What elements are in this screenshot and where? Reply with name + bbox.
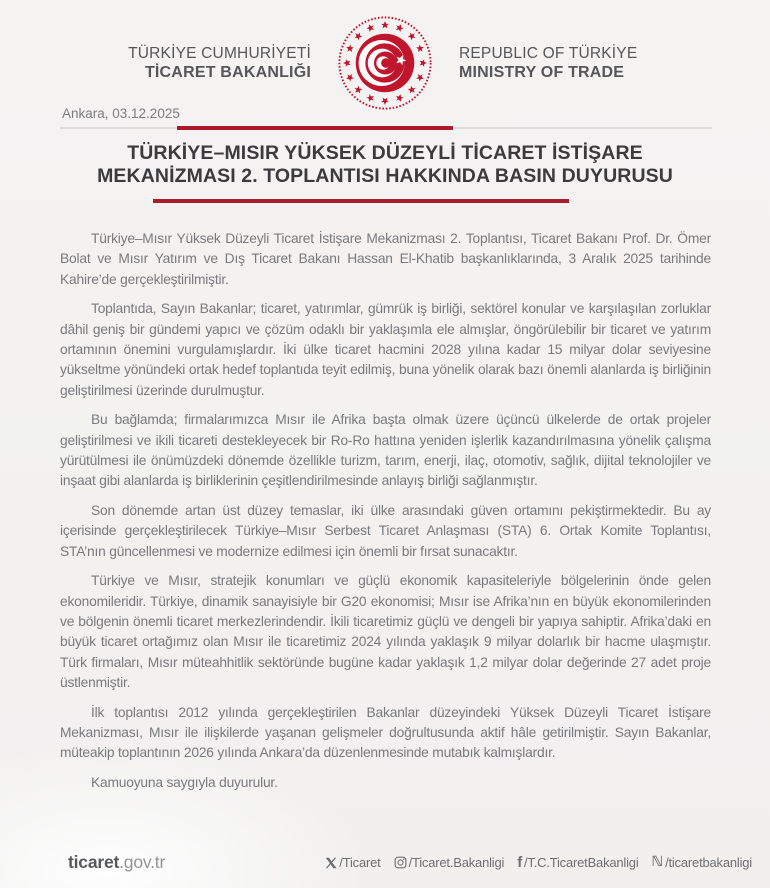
nsosyal-icon: ℕ	[651, 854, 664, 870]
social-link-x[interactable]	[325, 855, 380, 870]
body-paragraph: Son dönemde artan üst düzey temaslar, iki ülke arasındaki güven ortamını pekiştirmektedir. Bu ay içerisinde gerçekleştirilecek Türkiye–Mısır Serbest Ticaret Anlaşması (STA) 6. Ortak Komite Toplantısı, STA’nın güncellenmesi ve modernize edilmesi için önemli bir fırsat sunacaktır.	[60, 502, 711, 559]
press-release-title: TÜRKİYE–MISIR YÜKSEK DÜZEYLİ TİCARET İSTİŞARE MEKANİZMASI 2. TOPLANTISI HAKKINDA BASIN DUYURUSU	[97, 142, 673, 187]
instagram-icon	[394, 856, 407, 869]
website-rest-part: .gov.tr	[119, 852, 166, 872]
body-paragraph: Toplantıda, Sayın Bakanlar; ticaret, yatırımlar, gümrük iş birliği, sektörel konular ve karşılaşılan zorluklar dâhil geniş bir gündemi yapıcı ve çözüm odaklı bir yaklaşımla ele almışlar, öngörülebilir bir ticaret ve yatırım ortamının önemini vurgulamışlardır. İki ülke ticaret hacmini 2028 yılına kadar 15 milyar dolar seviyesine yükseltme yönündeki ortak hedef toplantıda teyit edilmiş, buna yönelik olarak bazı önemli alanlarda iş birliğinin geliştirilmesi üzerinde durulmuştur.	[60, 301, 711, 398]
footer	[0, 852, 770, 873]
facebook-icon: f	[517, 854, 522, 871]
social-links	[325, 855, 752, 870]
org-name-turkish	[99, 44, 311, 82]
body-paragraph: Bu bağlamda; firmalarımızca Mısır ile Afrika başta olmak üzere üçüncü ülkelerde de ortak projeler geliştirilmesi ve ikili ticareti destekleyecek bir Ro-Ro hattına yeniden işlerlik kazandırılmasına yönelik çalışma yürütülmesi ile önümüzdeki dönemde özellikle turizm, tarım, enerji, ilaç, otomotiv, sağlık, dijital teknolojiler ve inşaat gibi alanlarda iş birliklerinin çeşitlendirilmesinde anlayış birliği sağlanmıştır.	[60, 412, 711, 489]
social-link-nsosyal[interactable]	[652, 855, 752, 870]
org-tr-line1: TÜRKİYE CUMHURİYETİ	[128, 45, 311, 62]
social-link-facebook[interactable]	[517, 855, 638, 870]
social-handle: /Ticaret.Bakanligi	[408, 855, 505, 870]
org-name-english	[459, 44, 671, 82]
title-underline-bar	[153, 199, 569, 203]
social-link-instagram[interactable]	[394, 855, 505, 870]
org-en-line2: MINISTRY OF TRADE	[459, 64, 625, 81]
top-divider	[60, 127, 712, 129]
body-paragraph: Türkiye ve Mısır, stratejik konumları ve güçlü ekonomik kapasiteleriyle bölgelerinin önde gelen ekonomileridir. Türkiye, dinamik sanayisiyle bir G20 ekonomisi; Mısır ise Afrika’nın en büyük ekonomilerinden ve bölgenin önemli ticaret merkezlerindendir. İkili ticaretimiz güçlü ve dengeli bir yapıya sahiptir. Afrika’daki en büyük ticaret ortağımız olan Mısır ile ticaretimiz 2024 yılında yaklaşık 9 milyar dolarlık bir hacme ulaşmıştır. Türk firmaları, Mısır müteahhitlik sektöründe bugüne kadar yaklaşık 1,2 milyar dolar değerinde 27 adet proje üstlenmiştir.	[60, 573, 711, 691]
masthead	[0, 0, 770, 111]
ministry-of-trade-emblem-icon	[337, 15, 433, 111]
press-release-body	[60, 229, 711, 793]
social-handle: /ticaretbakanligi	[665, 855, 752, 870]
social-handle: /T.C.TicaretBakanligi	[524, 855, 639, 870]
body-paragraph: İlk toplantısı 2012 yılında gerçekleştirilen Bakanlar düzeyindeki Yüksek Düzeyli Ticaret İstişare Mekanizması, Mısır ile ilişkilerde yaşanan gelişmeler doğrultusunda aktif hâle getirilmiştir. Sayın Bakanlar, müteakip toplantının 2026 yılında Ankara’da düzenlenmesinde mutabık kalmışlardır.	[60, 704, 711, 761]
top-divider-red-segment	[177, 126, 453, 130]
x-icon	[325, 857, 337, 869]
website-link[interactable]	[68, 852, 165, 873]
org-tr-line2: TİCARET BAKANLIĞI	[144, 64, 311, 81]
social-handle: /Ticaret	[339, 855, 381, 870]
body-paragraph: Kamuoyuna saygıyla duyurulur.	[91, 774, 278, 790]
org-en-line1: REPUBLIC OF TÜRKİYE	[459, 45, 638, 62]
website-bold-part: ticaret	[68, 852, 120, 872]
body-paragraph: Türkiye–Mısır Yüksek Düzeyli Ticaret İstişare Mekanizması 2. Toplantısı, Ticaret Bakanı Prof. Dr. Ömer Bolat ve Mısır Yatırım ve Dış Ticaret Bakanı Hassan El-Khatib başkanlıklarında, 3 Aralık 2025 tarihinde Kahire’de gerçekleştirilmiştir.	[60, 231, 711, 287]
dateline: Ankara, 03.12.2025	[62, 106, 180, 121]
